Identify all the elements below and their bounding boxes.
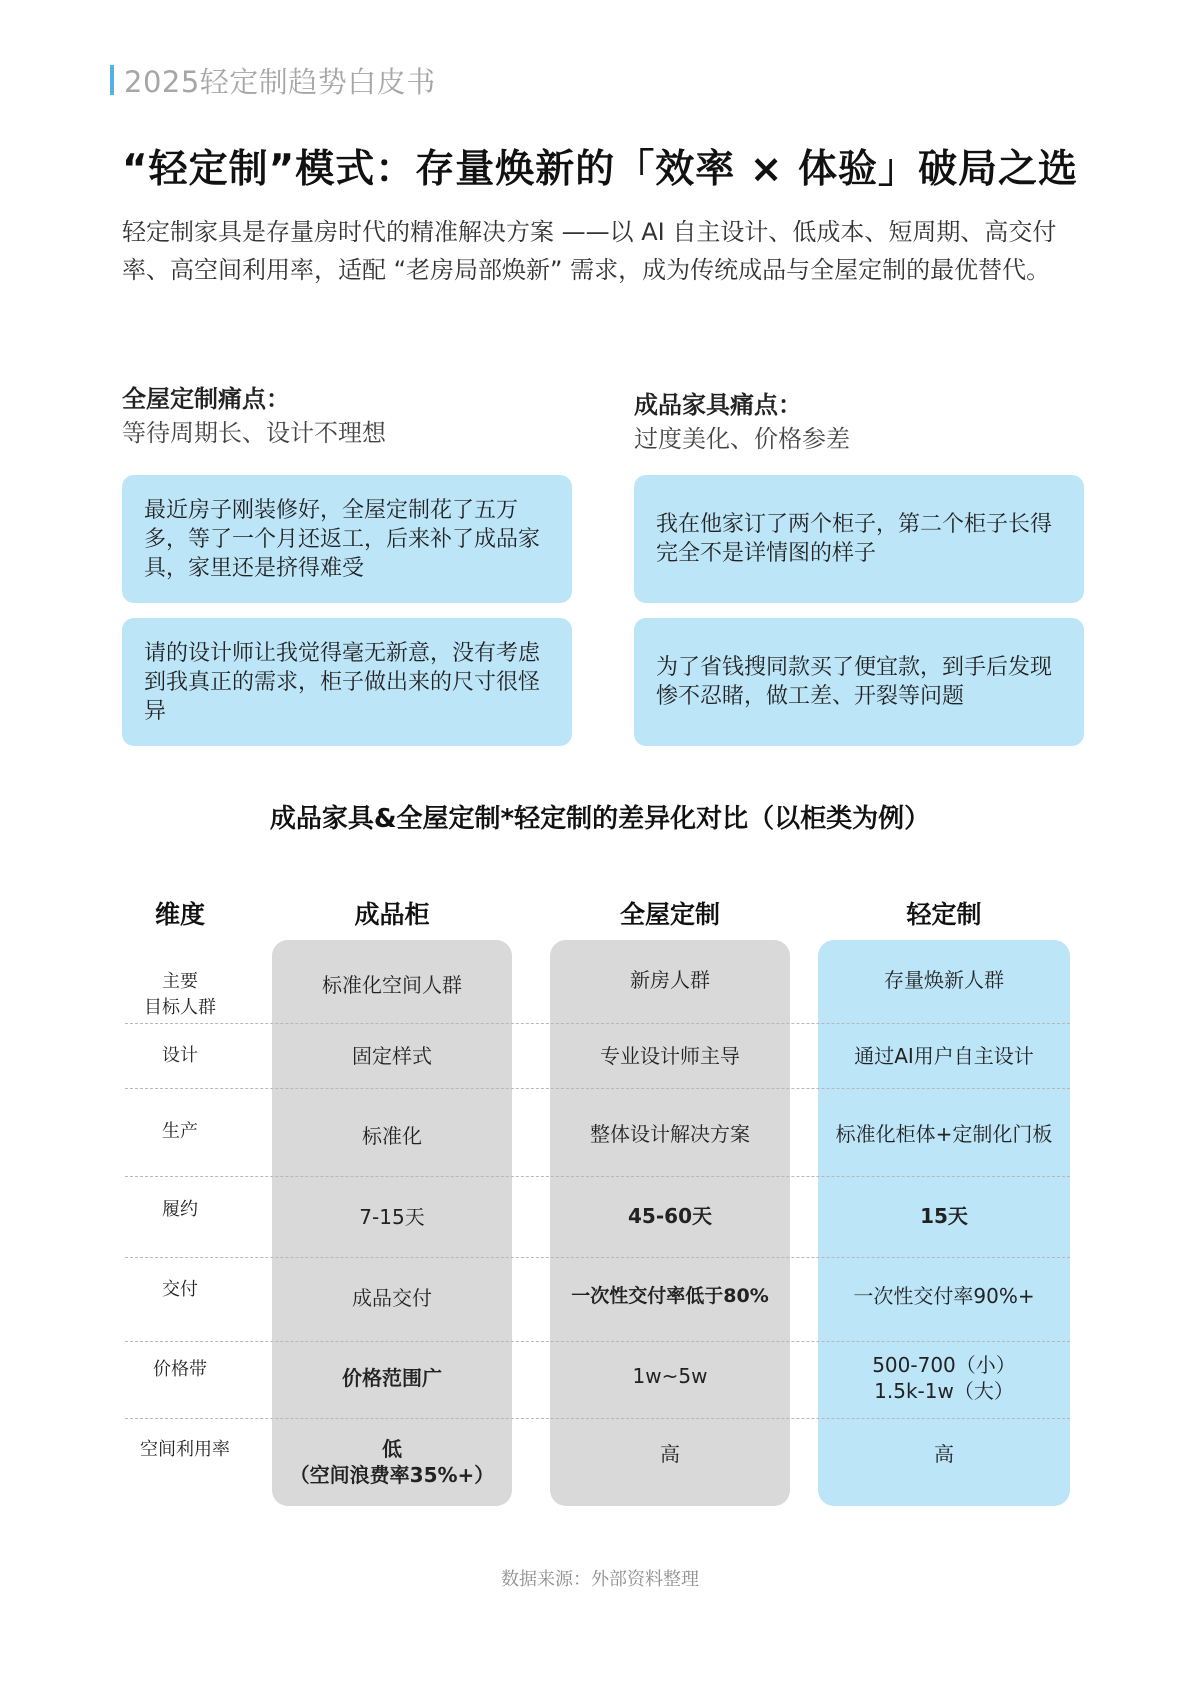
pain-point-right — [634, 388, 1084, 456]
pain-summary-left: 等待周期长、设计不理想 — [122, 419, 386, 447]
table-cell: 45-60天 — [628, 1204, 712, 1228]
pain-summary-right: 过度美化、价格参差 — [634, 425, 850, 453]
column-header: 维度 — [154, 900, 205, 929]
table-cell: 7-15天 — [359, 1205, 425, 1229]
table-cell: 通过AI用户自主设计 — [854, 1044, 1034, 1068]
table-cell: 高 — [934, 1442, 954, 1466]
table-cell: 专业设计师主导 — [600, 1044, 740, 1068]
dimension-label: 生产 — [162, 1121, 198, 1142]
dimension-label: 主要 目标人群 — [144, 971, 216, 1018]
data-source-note: 数据来源：外部资料整理 — [501, 1569, 699, 1590]
table-cell: 整体设计解决方案 — [590, 1122, 750, 1146]
column-header: 轻定制 — [906, 900, 982, 929]
column-header: 全屋定制 — [619, 900, 720, 929]
dimension-label: 交付 — [162, 1279, 198, 1300]
row-divider — [125, 1023, 1070, 1024]
dimension-label: 设计 — [162, 1045, 198, 1066]
dimension-label: 空间利用率 — [140, 1439, 230, 1460]
table-cell: 标准化柜体+定制化门板 — [835, 1122, 1053, 1146]
document-header — [110, 62, 436, 98]
quote-bubble: 请的设计师让我觉得毫无新意，没有考虑到我真正的需求，柜子做出来的尺寸很怪异 — [122, 618, 572, 746]
table-cell: 存量焕新人群 — [884, 968, 1004, 992]
table-cell: 1w~5w — [632, 1364, 708, 1388]
pain-heading-right: 成品家具痛点： — [634, 391, 802, 419]
table-cell: 低 （空间浪费率35%+） — [289, 1437, 495, 1487]
pain-point-left — [122, 382, 572, 450]
table-cell: 成品交付 — [352, 1286, 432, 1310]
intro-paragraph: 轻定制家具是存量房时代的精准解决方案 ——以 AI 自主设计、低成本、短周期、高交付率、高空间利用率，适配 “老房局部焕新” 需求，成为传统成品与全屋定制的最优替代。 — [122, 218, 1057, 284]
pain-heading-left: 全屋定制痛点： — [122, 385, 290, 413]
table-cell: 高 — [660, 1442, 680, 1466]
row-divider — [125, 1176, 1070, 1177]
comparison-title: 成品家具&全屋定制*轻定制的差异化对比（以柜类为例） — [269, 804, 931, 834]
table-cell: 一次性交付率低于80% — [571, 1285, 769, 1307]
header-title: 2025轻定制趋势白皮书 — [124, 64, 436, 99]
row-divider — [125, 1088, 1070, 1089]
table-cell: 标准化 — [362, 1124, 422, 1148]
dimension-label: 价格带 — [153, 1359, 207, 1380]
table-cell: 500-700（小） 1.5k-1w（大） — [872, 1353, 1016, 1403]
quote-bubble: 最近房子刚装修好，全屋定制花了五万多，等了一个月还返工，后来补了成品家具，家里还是挤得难受 — [122, 475, 572, 603]
row-divider — [125, 1418, 1070, 1419]
row-divider — [125, 1341, 1070, 1342]
table-cell: 一次性交付率90%+ — [853, 1284, 1035, 1308]
quote-bubble: 我在他家订了两个柜子，第二个柜子长得完全不是详情图的样子 — [634, 475, 1084, 603]
table-cell: 标准化空间人群 — [322, 973, 462, 997]
table-cell: 新房人群 — [630, 968, 710, 992]
dimension-label: 履约 — [162, 1199, 198, 1220]
page-title: “轻定制”模式：存量焕新的「效率 × 体验」破局之选 — [121, 147, 1079, 192]
table-cell: 价格范围广 — [342, 1366, 442, 1390]
row-divider — [125, 1257, 1070, 1258]
table-cell: 15天 — [920, 1204, 968, 1228]
header-accent-bar — [110, 65, 114, 95]
table-cell: 固定样式 — [352, 1044, 432, 1068]
quote-bubble: 为了省钱搜同款买了便宜款，到手后发现惨不忍睹，做工差、开裂等问题 — [634, 618, 1084, 746]
column-header: 成品柜 — [354, 900, 430, 929]
